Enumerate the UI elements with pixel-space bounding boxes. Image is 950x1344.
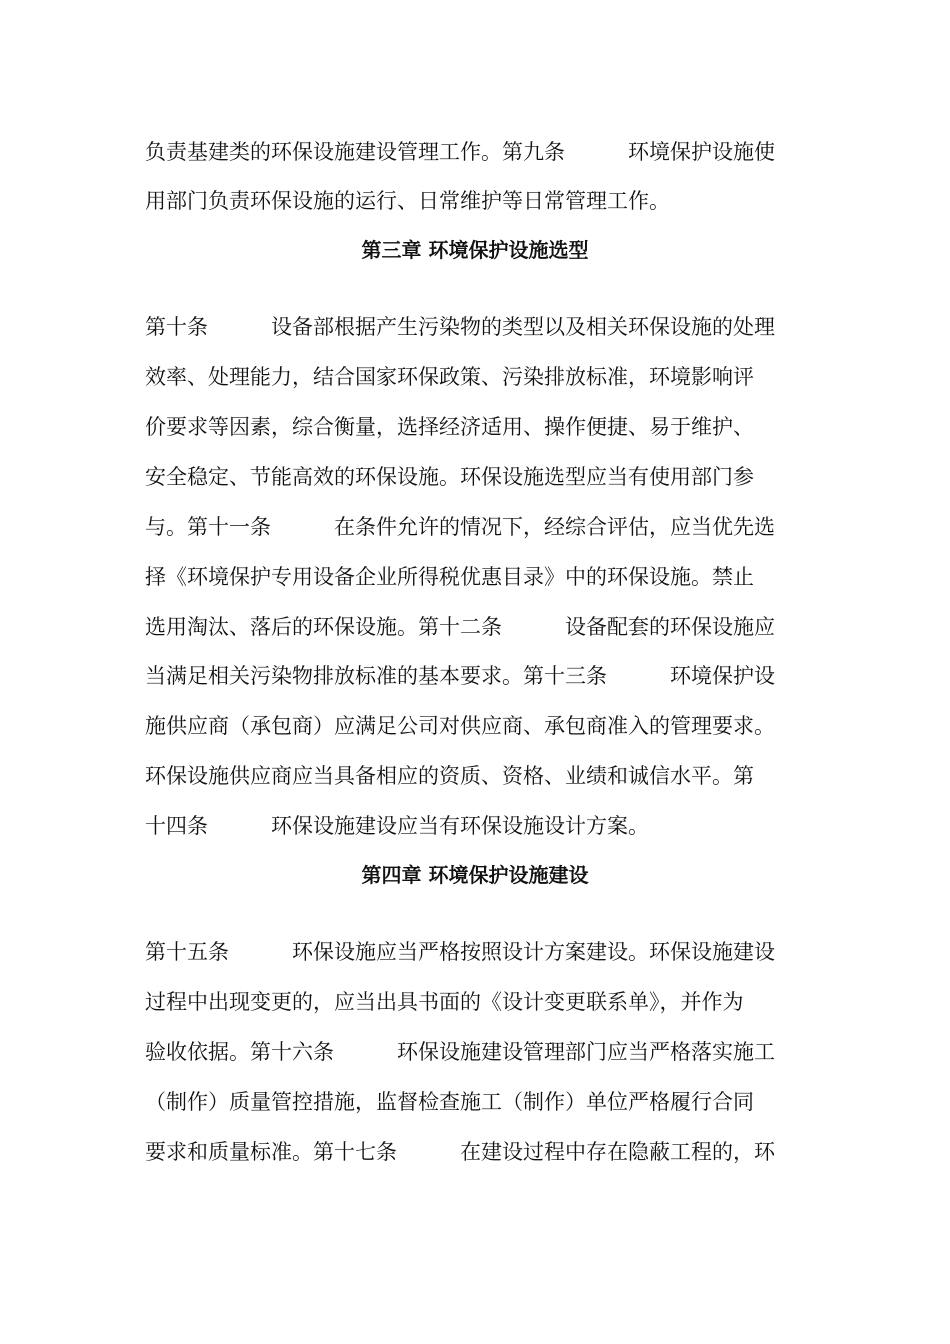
paragraph-line: 施供应商（承包商）应满足公司对供应商、承包商准入的管理要求。 (145, 714, 775, 738)
paragraph-line: 第十五条 环保设施应当严格按照设计方案建设。环保设施建设 (145, 940, 775, 964)
paragraph-line: 当满足相关污染物排放标准的基本要求。第十三条 环境保护设 (145, 664, 775, 688)
paragraph-line: 安全稳定、节能高效的环保设施。环保设施选型应当有使用部门参 (145, 465, 754, 489)
paragraph-line: 环保设施供应商应当具备相应的资质、资格、业绩和诚信水平。第 (145, 764, 754, 788)
chapter-4-heading: 第四章 环境保护设施建设 (361, 863, 589, 887)
paragraph-line: 负责基建类的环保设施建设管理工作。第九条 环境保护设施使 (145, 140, 775, 164)
paragraph-line: 用部门负责环保设施的运行、日常维护等日常管理工作。 (145, 189, 670, 213)
paragraph-line: 第十条 设备部根据产生污染物的类型以及相关环保设施的处理 (145, 315, 775, 339)
paragraph-line: 价要求等因素，综合衡量，选择经济适用、操作便捷、易于维护、 (145, 415, 754, 439)
paragraph-line: 验收依据。第十六条 环保设施建设管理部门应当严格落实施工 (145, 1040, 775, 1064)
paragraph-line: 择《环境保护专用设备企业所得税优惠目录》中的环保设施。禁止 (145, 565, 754, 589)
paragraph-line: （制作）质量管控措施，监督检查施工（制作）单位严格履行合同 (145, 1090, 754, 1114)
chapter-3-heading: 第三章 环境保护设施选型 (361, 238, 589, 262)
paragraph-line: 选用淘汰、落后的环保设施。第十二条 设备配套的环保设施应 (145, 615, 775, 639)
paragraph-line: 十四条 环保设施建设应当有环保设施设计方案。 (145, 814, 649, 838)
paragraph-line: 要求和质量标准。第十七条 在建设过程中存在隐蔽工程的，环 (145, 1140, 775, 1164)
paragraph-line: 与。第十一条 在条件允许的情况下，经综合评估，应当优先选 (145, 515, 775, 539)
paragraph-line: 效率、处理能力，结合国家环保政策、污染排放标准，环境影响评 (145, 365, 754, 389)
paragraph-line: 过程中出现变更的，应当出具书面的《设计变更联系单》，并作为 (145, 990, 744, 1014)
